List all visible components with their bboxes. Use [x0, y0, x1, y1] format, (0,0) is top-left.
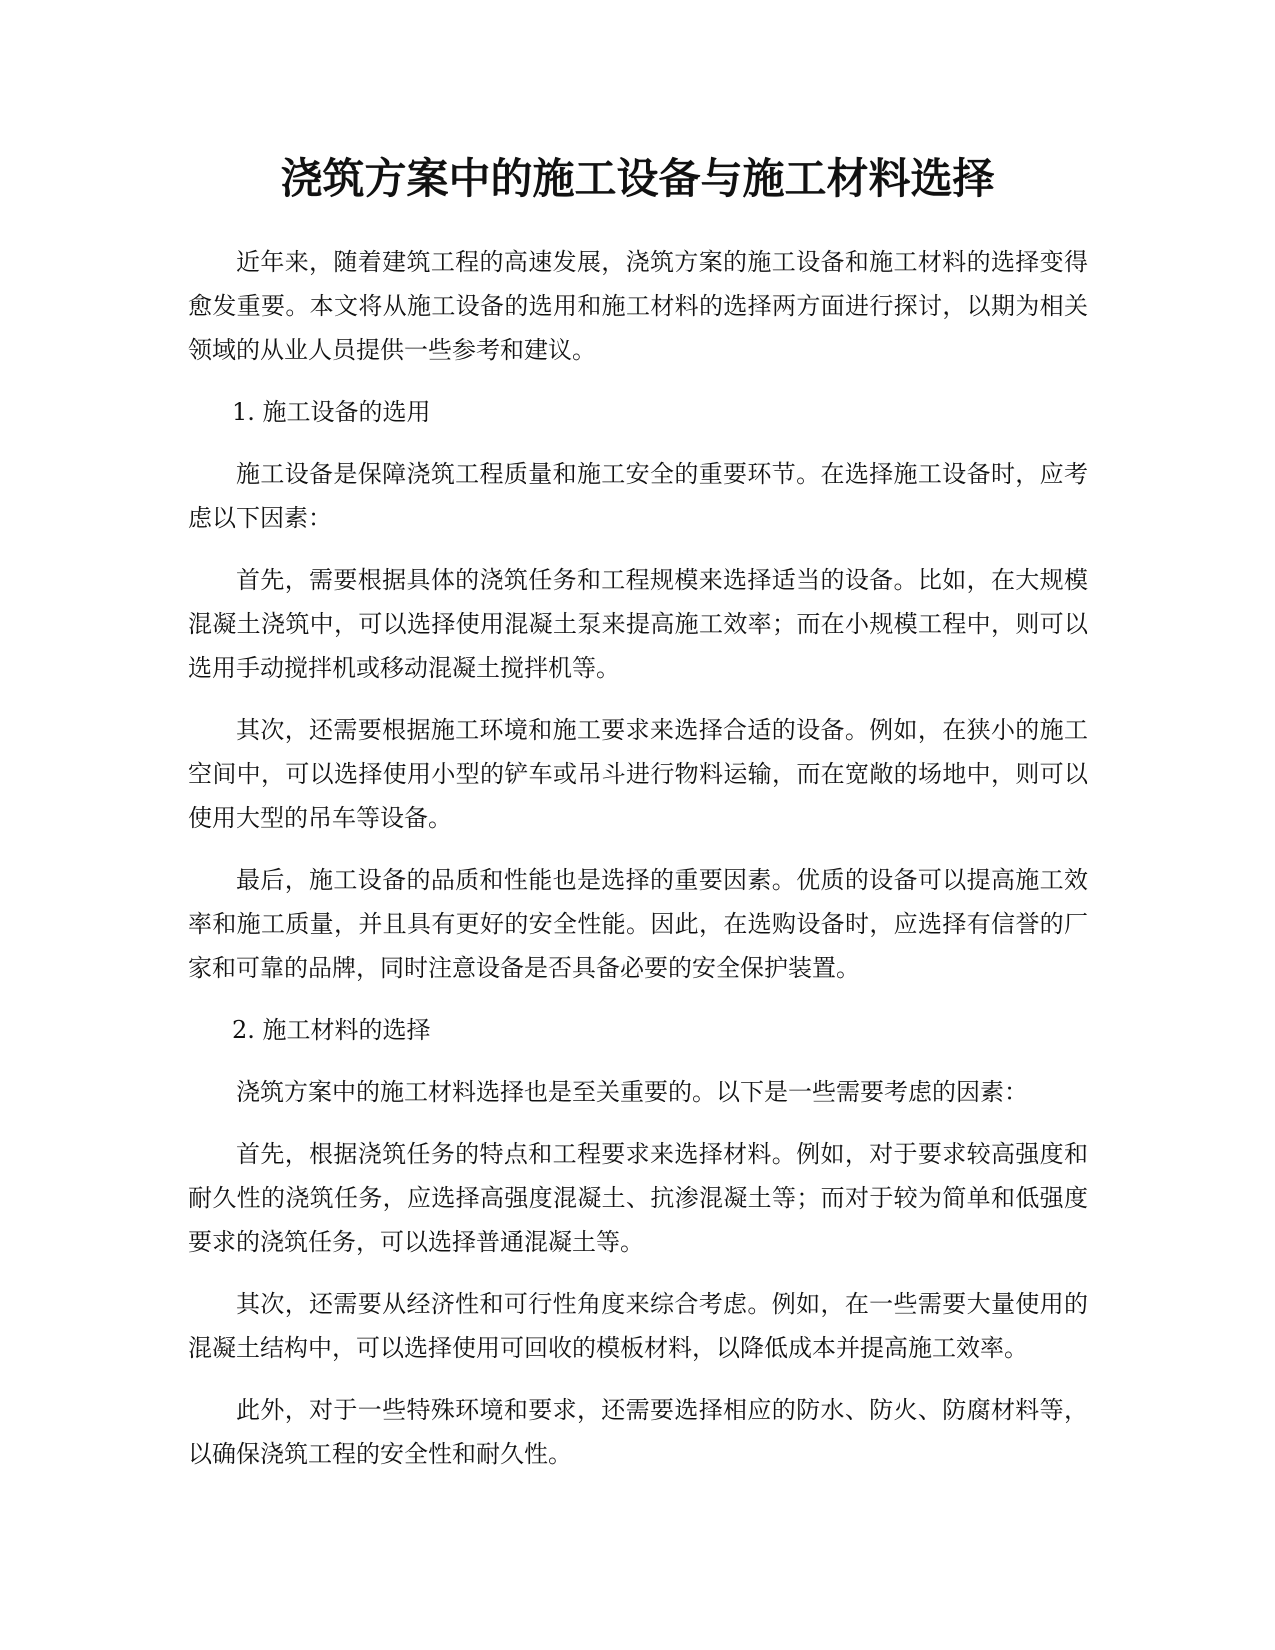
body-paragraph: 其次，还需要从经济性和可行性角度来综合考虑。例如，在一些需要大量使用的混凝土结构中，可以选择使用可回收的模板材料，以降低成本并提高施工效率。 [188, 1290, 1088, 1362]
section-heading-materials: 2. 施工材料的选择 [232, 1016, 431, 1044]
body-paragraph: 浇筑方案中的施工材料选择也是至关重要的。以下是一些需要考虑的因素： [236, 1078, 1028, 1106]
body-paragraph: 此外，对于一些特殊环境和要求，还需要选择相应的防水、防火、防腐材料等，以确保浇筑工程的安全性和耐久性。 [188, 1396, 1088, 1468]
body-paragraph: 施工设备是保障浇筑工程质量和施工安全的重要环节。在选择施工设备时，应考虑以下因素： [188, 460, 1088, 532]
section-heading-equipment: 1. 施工设备的选用 [232, 398, 431, 426]
body-paragraph: 首先，根据浇筑任务的特点和工程要求来选择材料。例如，对于要求较高强度和耐久性的浇筑任务，应选择高强度混凝土、抗渗混凝土等；而对于较为简单和低强度要求的浇筑任务，可以选择普通混凝土等。 [188, 1140, 1088, 1256]
document-title: 浇筑方案中的施工设备与施工材料选择 [280, 154, 995, 203]
intro-paragraph: 近年来，随着建筑工程的高速发展，浇筑方案的施工设备和施工材料的选择变得愈发重要。本文将从施工设备的选用和施工材料的选择两方面进行探讨，以期为相关领域的从业人员提供一些参考和建议。 [188, 248, 1088, 364]
body-paragraph: 首先，需要根据具体的浇筑任务和工程规模来选择适当的设备。比如，在大规模混凝土浇筑中，可以选择使用混凝土泵来提高施工效率；而在小规模工程中，则可以选用手动搅拌机或移动混凝土搅拌机等。 [188, 566, 1088, 682]
body-paragraph: 其次，还需要根据施工环境和施工要求来选择合适的设备。例如，在狭小的施工空间中，可以选择使用小型的铲车或吊斗进行物料运输，而在宽敞的场地中，则可以使用大型的吊车等设备。 [188, 716, 1088, 832]
body-paragraph: 最后，施工设备的品质和性能也是选择的重要因素。优质的设备可以提高施工效率和施工质量，并且具有更好的安全性能。因此，在选购设备时，应选择有信誉的厂家和可靠的品牌，同时注意设备是否具备必要的安全保护装置。 [188, 866, 1088, 982]
document-body [188, 240, 1088, 1494]
